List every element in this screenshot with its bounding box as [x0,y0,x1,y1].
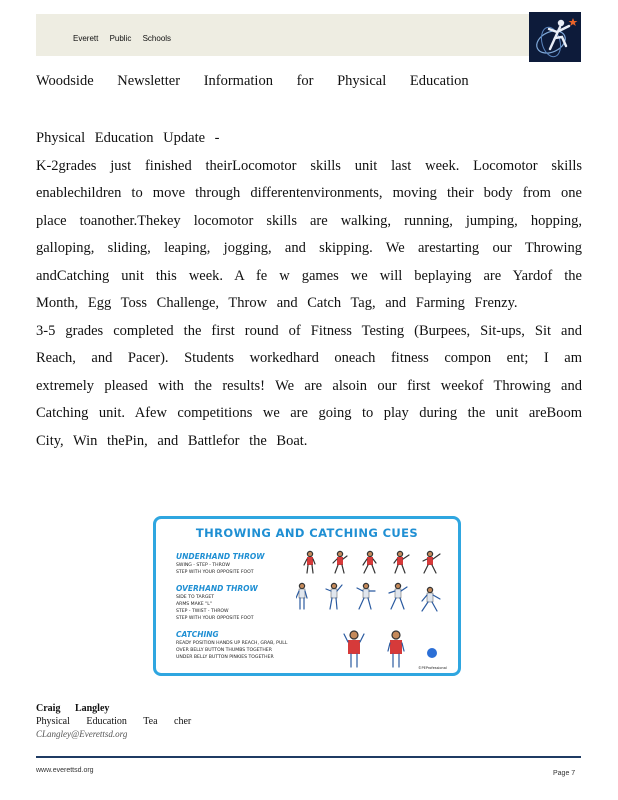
footer-page-number: Page 7 [553,770,576,777]
catching-cue-1: READY POSITION HANDS UP REACH, GRAB, PULL [176,641,288,646]
newsletter-title: Woodside Newsletter Information for Physical Education [36,73,469,89]
footer-website[interactable]: www.everettsd.org [36,767,94,774]
athlete-figures-icon [296,547,458,675]
throwing-catching-poster [153,516,461,676]
paragraph-3-5: 3-5 grades completed the first round of Fitness Testing (Burpees, Sit-ups, Sit and Reach, and Pacer). Students workedhard oneach fitness compon ent; I am extremely pleased with the results! We are alsoin our first weekof Throwing and Catching unit. Afew competitions we are going to play during the unit areBoom City, Win thePin, and Battlefor the Boat. [36,322,582,449]
underhand-cue-1: SWING - STEP - THROW [176,563,230,568]
signature-name: Craig Langley [36,703,110,714]
footer-divider [36,756,581,758]
overhand-cue-1: SIDE TO TARGET [176,595,215,600]
overhand-cue-3: STEP - TWIST - THROW [176,609,229,614]
poster-credit: ©PEProfessional [418,666,447,670]
school-name: Everett Public Schools [73,34,172,43]
signature-role: Physical Education Tea cher [36,716,192,727]
overhand-cue-2: ARMS MAKE "L" [176,602,212,607]
poster-title: THROWING AND CATCHING CUES [195,526,419,540]
underhand-heading: UNDERHAND THROW [176,552,265,561]
overhand-heading: OVERHAND THROW [176,584,258,593]
catching-cue-2: OVER BELLY BUTTON THUMBS TOGETHER [176,648,272,653]
catching-cue-3: UNDER BELLY BUTTON PINKIES TOGETHER [176,655,274,660]
newsletter-body [36,125,582,455]
overhand-cue-4: STEP WITH YOUR OPPOSITE FOOT [176,616,254,621]
everett-logo-icon [529,12,581,62]
update-heading: Physical Education Update - [36,130,220,146]
signature-email[interactable]: CLangley@Everettsd.org [36,729,128,739]
catching-heading: CATCHING [176,630,219,639]
underhand-cue-2: STEP WITH YOUR OPPOSITE FOOT [176,570,254,575]
paragraph-k2: K-2grades just finished theirLocomotor skills unit last week. Locomotor skills enablechildren to move through differentenvironments, moving their body from one place toanother.Thekey locomotor skills are walking, running, jumping, hopping, galloping, sliding, leaping, jogging, and skipping. We arestarting our Throwing andCatching unit this week. A fe w games we will beplaying are Yardof the Month, Egg Toss Challenge, Throw and Catch Tag, and Farming Frenzy. [36,157,582,311]
